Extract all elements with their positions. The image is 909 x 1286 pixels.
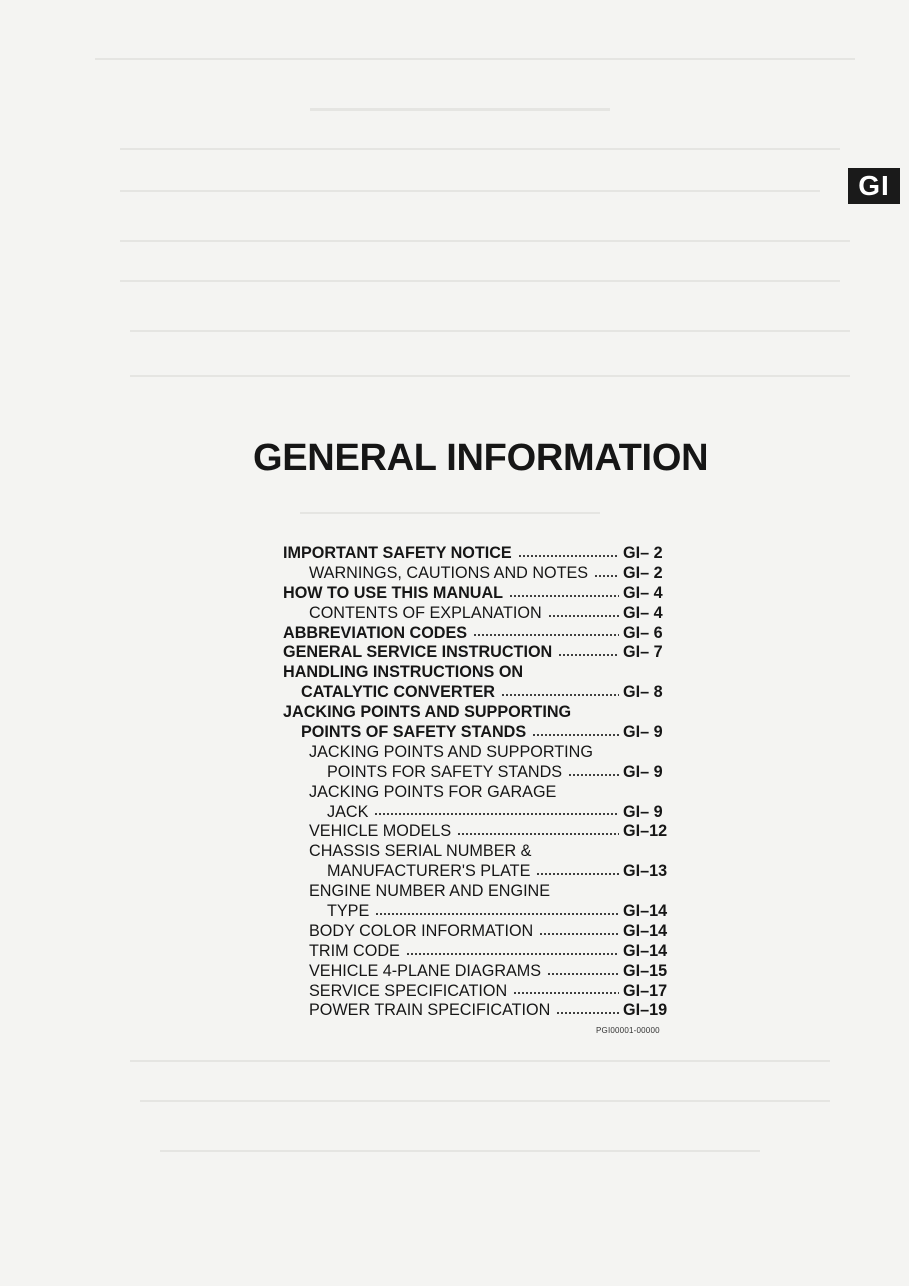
- toc-page-ref: GI– 9: [623, 802, 663, 821]
- toc-page-ref: GI– 2: [623, 563, 663, 582]
- dot-leader: [518, 552, 619, 560]
- section-tab-badge[interactable]: GI: [848, 168, 900, 204]
- toc-entry-title: JACKING POINTS FOR GARAGE: [309, 782, 557, 801]
- bleed-through-line: [95, 58, 855, 60]
- dot-leader: [548, 612, 619, 620]
- document-code: PGI00001-00000: [596, 1026, 660, 1035]
- toc-entry[interactable]: [283, 803, 673, 823]
- toc-entry-title: HOW TO USE THIS MANUAL: [283, 583, 504, 602]
- toc-entry-title: VEHICLE 4-PLANE DIAGRAMS: [309, 961, 542, 980]
- toc-entry[interactable]: [283, 544, 673, 564]
- toc-entry-title: ENGINE NUMBER AND ENGINE: [309, 882, 551, 901]
- toc-entry[interactable]: [283, 962, 673, 982]
- toc-entry-title: POINTS FOR SAFETY STANDS: [327, 762, 563, 781]
- bleed-through-line: [120, 240, 850, 242]
- toc-entry-title: BODY COLOR INFORMATION: [309, 921, 534, 940]
- toc-entry-title: TRIM CODE: [309, 941, 400, 960]
- toc-entry-title: VEHICLE MODELS: [309, 822, 452, 841]
- toc-page-ref: GI– 4: [623, 583, 663, 602]
- dot-leader: [547, 970, 619, 978]
- toc-entry[interactable]: [283, 922, 673, 942]
- toc-entry-title: MANUFACTURER'S PLATE: [327, 862, 531, 881]
- dot-leader: [375, 910, 619, 918]
- toc-page-ref: GI– 9: [623, 723, 663, 741]
- dot-leader: [509, 592, 619, 600]
- dot-leader: [374, 810, 619, 818]
- bleed-through-line: [120, 280, 840, 282]
- toc-entry-title: CONTENTS OF EXPLANATION: [309, 603, 542, 622]
- page-title: GENERAL INFORMATION: [253, 437, 709, 479]
- toc-entry-title: ABBREVIATION CODES: [283, 623, 468, 642]
- dot-leader: [536, 870, 619, 878]
- bleed-through-line: [300, 512, 600, 514]
- toc-entry[interactable]: [283, 683, 673, 703]
- toc-page-ref: GI–14: [623, 941, 668, 960]
- toc-page-ref: GI–19: [623, 1001, 668, 1020]
- toc-entry-title: JACK: [327, 802, 369, 821]
- toc-entry-title: POWER TRAIN SPECIFICATION: [309, 1001, 551, 1020]
- toc-entry[interactable]: [283, 862, 673, 882]
- toc-entry: [283, 882, 673, 902]
- toc-entry-title: JACKING POINTS AND SUPPORTING: [283, 703, 572, 722]
- toc-page-ref: GI– 8: [623, 683, 663, 702]
- bleed-through-line: [130, 375, 850, 377]
- toc-page-ref: GI– 6: [623, 623, 663, 642]
- toc-entry-title: CATALYTIC CONVERTER: [301, 683, 495, 702]
- dot-leader: [513, 989, 619, 997]
- toc-entry-title: SERVICE SPECIFICATION: [309, 981, 508, 1000]
- bleed-through-line: [140, 1100, 830, 1102]
- toc-entry: [283, 743, 673, 763]
- bleed-through-line: [120, 148, 840, 150]
- toc-entry[interactable]: [283, 604, 673, 624]
- toc-entry[interactable]: [283, 584, 673, 604]
- toc-page-ref: GI–14: [623, 902, 668, 921]
- toc-entry-title: WARNINGS, CAUTIONS AND NOTES: [309, 563, 589, 582]
- table-of-contents: [283, 544, 673, 1021]
- toc-entry-title: CHASSIS SERIAL NUMBER &: [309, 842, 532, 861]
- toc-page-ref: GI– 4: [623, 603, 663, 622]
- bleed-through-line: [160, 1150, 760, 1152]
- toc-entry[interactable]: [283, 1001, 673, 1021]
- toc-page-ref: GI–12: [623, 822, 668, 841]
- dot-leader: [594, 572, 619, 580]
- toc-entry: [283, 663, 673, 683]
- dot-leader: [457, 830, 619, 838]
- toc-page-ref: GI– 7: [623, 643, 663, 662]
- toc-entry-title: IMPORTANT SAFETY NOTICE: [283, 543, 512, 562]
- toc-page-ref: GI– 2: [623, 543, 663, 562]
- dot-leader: [539, 930, 619, 938]
- toc-entry[interactable]: [283, 723, 673, 743]
- toc-page-ref: GI– 9: [623, 762, 663, 781]
- toc-entry: [283, 842, 673, 862]
- toc-entry[interactable]: [283, 564, 673, 584]
- toc-entry[interactable]: [283, 643, 673, 663]
- toc-entry-title: GENERAL SERVICE INSTRUCTION: [283, 643, 553, 662]
- toc-entry[interactable]: [283, 763, 673, 783]
- toc-entry: [283, 783, 673, 803]
- toc-entry-title: POINTS OF SAFETY STANDS: [301, 723, 527, 741]
- dot-leader: [501, 691, 619, 699]
- toc-entry[interactable]: [283, 822, 673, 842]
- bleed-through-line: [310, 108, 610, 111]
- toc-page-ref: GI–15: [623, 961, 668, 980]
- toc-entry[interactable]: [283, 624, 673, 644]
- dot-leader: [532, 731, 619, 739]
- dot-leader: [568, 771, 619, 779]
- bleed-through-line: [130, 1060, 830, 1062]
- toc-page-ref: GI–14: [623, 921, 668, 940]
- toc-entry-title: TYPE: [327, 902, 370, 921]
- dot-leader: [558, 651, 619, 659]
- toc-entry-title: HANDLING INSTRUCTIONS ON: [283, 663, 524, 682]
- toc-page-ref: GI–17: [623, 981, 668, 1000]
- toc-entry[interactable]: [283, 942, 673, 962]
- dot-leader: [406, 950, 619, 958]
- toc-entry-title: JACKING POINTS AND SUPPORTING: [309, 742, 593, 761]
- toc-entry[interactable]: [283, 982, 673, 1002]
- bleed-through-line: [120, 190, 820, 192]
- toc-entry: [283, 703, 673, 723]
- dot-leader: [556, 1009, 619, 1017]
- toc-entry[interactable]: [283, 902, 673, 922]
- dot-leader: [473, 631, 619, 639]
- bleed-through-line: [130, 330, 850, 332]
- toc-page-ref: GI–13: [623, 862, 668, 881]
